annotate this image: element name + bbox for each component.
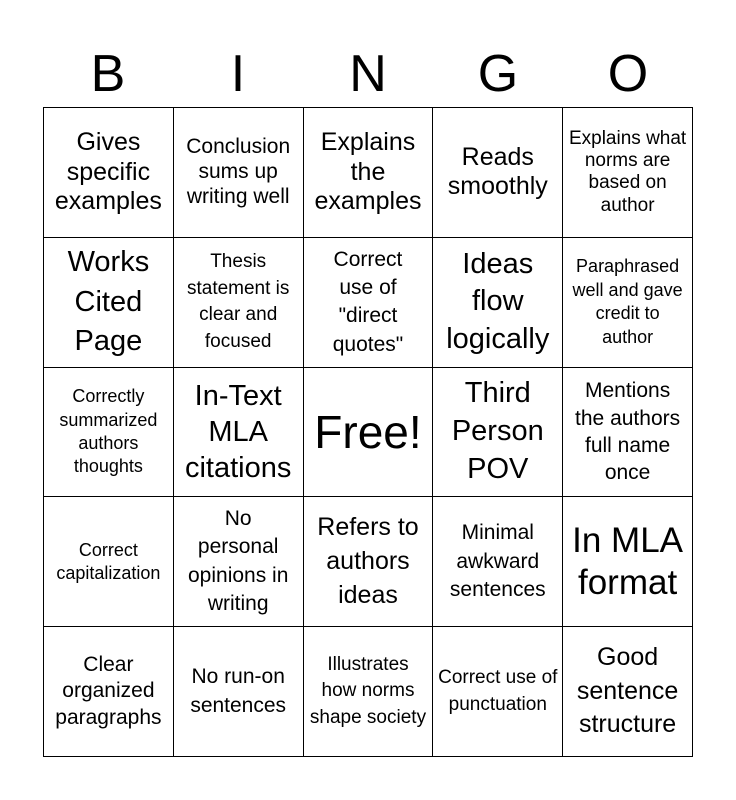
cell-text: Illustrates how norms shape society <box>309 653 427 728</box>
bingo-cell[interactable] <box>174 108 304 238</box>
bingo-cell[interactable] <box>174 238 304 368</box>
bingo-header <box>43 42 693 106</box>
free-space-cell[interactable] <box>304 368 434 498</box>
cell-text: Gives specific examples <box>54 128 162 216</box>
cell-text: Good sentence structure <box>576 642 679 739</box>
bingo-cell[interactable] <box>563 497 693 627</box>
cell-text: Refers to authors ideas <box>317 513 419 609</box>
bingo-cell[interactable] <box>563 627 693 757</box>
cell-text: Third Person POV <box>451 377 544 485</box>
bingo-cell[interactable] <box>563 108 693 238</box>
bingo-cell[interactable] <box>304 238 434 368</box>
cell-text: Reads smoothly <box>447 142 548 201</box>
cell-text: Correct use of "direct quotes" <box>332 247 404 356</box>
cell-text: Works Cited Page <box>67 246 150 357</box>
bingo-cell[interactable] <box>44 497 174 627</box>
bingo-cell[interactable] <box>563 368 693 498</box>
bingo-cell[interactable] <box>433 627 563 757</box>
cell-text: Correctly summarized authors thoughts <box>59 386 158 477</box>
cell-text: Minimal awkward sentences <box>449 521 546 601</box>
cell-text: Correct use of punctuation <box>438 667 558 715</box>
header-letter-i: I <box>230 45 246 103</box>
bingo-cell[interactable] <box>433 497 563 627</box>
header-letter-b: B <box>90 45 126 103</box>
header-letter-n: N <box>349 45 387 103</box>
bingo-cell[interactable] <box>433 368 563 498</box>
bingo-card-grid <box>43 107 693 757</box>
cell-text: In MLA format <box>572 520 684 602</box>
cell-text: Conclusion sums up writing well <box>186 135 291 208</box>
cell-text: In-Text MLA citations <box>184 379 292 485</box>
cell-text: Ideas flow logically <box>446 247 550 356</box>
cell-text: Thesis statement is clear and focused <box>186 251 290 352</box>
header-letter-g: G <box>477 45 519 103</box>
bingo-cell[interactable] <box>174 627 304 757</box>
bingo-cell[interactable] <box>44 368 174 498</box>
cell-text: No run-on sentences <box>190 665 287 717</box>
bingo-cell[interactable] <box>563 238 693 368</box>
bingo-cell[interactable] <box>433 238 563 368</box>
cell-text: Correct capitalization <box>56 540 161 583</box>
bingo-cell[interactable] <box>304 627 434 757</box>
cell-text: Paraphrased well and gave credit to author <box>572 256 683 347</box>
bingo-cell[interactable] <box>44 238 174 368</box>
header-letter-o: O <box>607 45 649 103</box>
bingo-cell[interactable] <box>304 108 434 238</box>
bingo-cell[interactable] <box>304 497 434 627</box>
free-space-text: Free! <box>314 405 422 458</box>
bingo-cell[interactable] <box>433 108 563 238</box>
bingo-cell[interactable] <box>44 627 174 757</box>
cell-text: Explains the examples <box>314 128 422 216</box>
bingo-cell[interactable] <box>44 108 174 238</box>
cell-text: Mentions the authors full name once <box>575 379 681 485</box>
bingo-cell[interactable] <box>174 497 304 627</box>
bingo-cell[interactable] <box>174 368 304 498</box>
cell-text: Clear organized paragraphs <box>55 653 162 729</box>
cell-text: No personal opinions in writing <box>187 507 289 616</box>
cell-text: Explains what norms are based on author <box>568 127 687 216</box>
